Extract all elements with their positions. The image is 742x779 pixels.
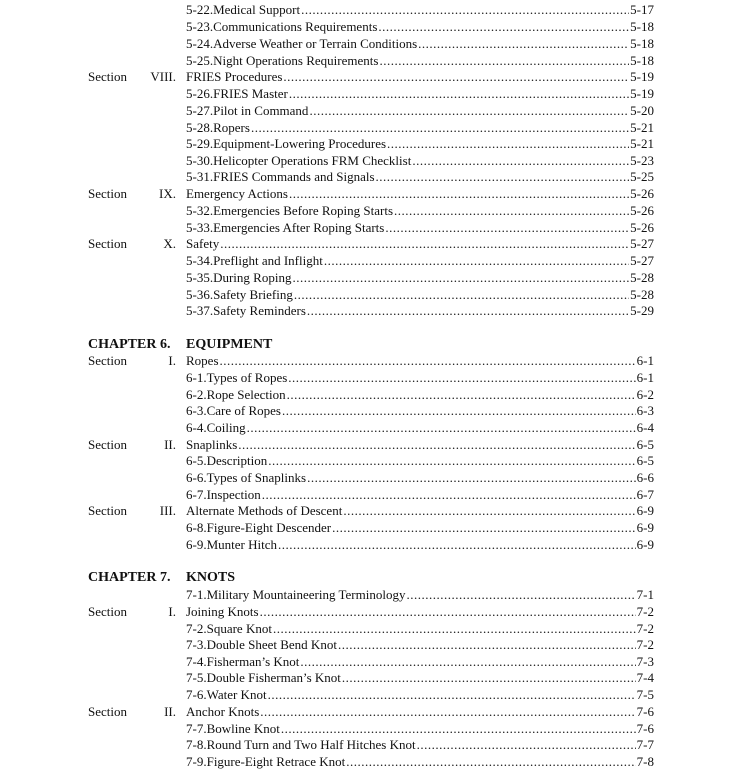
item-number: 7-8. [186,737,207,752]
page-number: 5-18 [630,19,654,34]
item-entry [186,269,654,286]
page-number: 7-7 [636,737,654,752]
entry-title: Pilot in Command [213,103,309,118]
page-number: 5-21 [630,120,654,135]
chapter-heading [0,336,742,353]
page-number: 5-20 [630,103,654,118]
item-number: 5-37. [186,303,214,318]
item-entry [186,102,654,119]
toc-entry [0,720,742,737]
page-number: 7-3 [636,654,654,669]
page-number: 5-27 [630,236,654,251]
entry-title: Helicopter Operations FRM Checklist [213,153,412,168]
page-number: 6-9 [636,537,654,552]
toc-entry [0,753,742,770]
page-number: 6-3 [636,403,654,418]
entry-title: Care of Ropes [206,403,281,418]
page-number: 5-28 [630,270,654,285]
entry-title: Rope Selection [206,387,286,402]
dot-leader [260,703,635,720]
item-entry [186,686,654,703]
section-entry [186,352,654,369]
item-entry [186,18,654,35]
item-entry [186,52,654,69]
dot-leader [300,653,635,670]
item-entry [186,452,654,469]
section-label: Section [88,236,127,251]
dot-leader [418,35,629,52]
page-number: 6-2 [636,387,654,402]
page-number: 5-19 [630,86,654,101]
item-number: 5-34. [186,253,214,268]
section-entry [186,235,654,252]
page-number: 5-26 [630,203,654,218]
toc-entry [0,452,742,469]
item-number: 7-3. [186,637,207,652]
item-number: 6-2. [186,387,207,402]
dot-leader [394,202,629,219]
toc-entry [0,52,742,69]
page-number: 5-28 [630,287,654,302]
item-entry [186,85,654,102]
section-numeral: I. [168,353,176,368]
item-entry [186,135,654,152]
dot-leader [247,419,636,436]
item-number: 5-32. [186,203,214,218]
dot-leader [281,720,636,737]
page-number: 5-19 [630,69,654,84]
toc-entry [0,636,742,653]
page-number: 6-9 [636,503,654,518]
item-entry [186,653,654,670]
page-number: 6-7 [636,487,654,502]
section-row [0,352,742,369]
toc-entry [0,119,742,136]
entry-title: Types of Snaplinks [206,470,307,485]
page-number: 5-26 [630,186,654,201]
section-label: Section [88,604,127,619]
item-number: 5-27. [186,103,214,118]
chapter-number: CHAPTER 6. [88,337,171,352]
section-numeral: III. [159,503,176,518]
item-entry [186,286,654,303]
entry-title: Ropes [186,353,219,368]
section-label: Section [88,437,127,452]
item-number: 5-28. [186,120,214,135]
page-number: 5-25 [630,169,654,184]
page-number: 7-4 [636,670,654,685]
dot-leader [220,235,629,252]
dot-leader [294,286,629,303]
item-entry [186,152,654,169]
item-number: 5-29. [186,136,214,151]
item-number: 5-23. [186,19,214,34]
dot-leader [292,269,629,286]
item-entry [186,302,654,319]
chapter-title: KNOTS [186,570,236,585]
toc-entry [0,386,742,403]
item-entry [186,168,654,185]
toc-entry [0,486,742,503]
item-entry [186,219,654,236]
section-entry [186,185,654,202]
entry-title: Types of Ropes [206,370,288,385]
dot-leader [379,52,629,69]
page-number: 5-18 [630,53,654,68]
entry-title: Coiling [206,420,246,435]
toc-entry [0,369,742,386]
entry-title: Military Mountaineering Terminology [206,587,406,602]
item-number: 5-26. [186,86,214,101]
dot-leader [387,135,629,152]
section-row [0,703,742,720]
item-entry [186,469,654,486]
item-number: 7-6. [186,687,207,702]
section-entry [186,502,654,519]
page-number: 6-4 [636,420,654,435]
toc-entry [0,469,742,486]
entry-title: Medical Support [213,2,301,17]
item-number: 5-30. [186,153,214,168]
item-number: 5-22. [186,2,214,17]
toc-entry [0,219,742,236]
dot-leader [417,736,636,753]
dot-leader [288,369,635,386]
section-label: Section [88,704,127,719]
dot-leader [289,185,629,202]
entry-title: Figure-Eight Descender [206,520,332,535]
dot-leader [260,603,636,620]
section-numeral: IX. [159,186,176,201]
item-number: 7-2. [186,621,207,636]
dot-leader [273,620,636,637]
toc-entry [0,286,742,303]
item-number: 7-7. [186,721,207,736]
toc-entry [0,620,742,637]
page-number: 7-1 [636,587,654,602]
item-entry [186,402,654,419]
dot-leader [289,85,629,102]
page-number: 7-6 [636,721,654,736]
item-number: 6-9. [186,537,207,552]
item-number: 6-8. [186,520,207,535]
item-entry [186,202,654,219]
toc-entry [0,402,742,419]
toc-entry [0,252,742,269]
page-number: 7-2 [636,621,654,636]
item-entry [186,369,654,386]
dot-leader [262,486,636,503]
toc-entry [0,536,742,553]
section-row [0,502,742,519]
item-number: 7-1. [186,587,207,602]
section-numeral: II. [164,437,176,452]
section-row [0,436,742,453]
entry-title: FRIES Master [213,86,288,101]
entry-title: Ropers [213,120,250,135]
item-entry [186,720,654,737]
chapter-number: CHAPTER 7. [88,570,171,585]
section-row [0,68,742,85]
page-number: 7-6 [636,704,654,719]
toc-entry [0,1,742,18]
dot-leader [342,669,636,686]
section-numeral: X. [163,236,176,251]
dot-leader [343,502,635,519]
entry-title: Safety Reminders [213,303,306,318]
toc-entry [0,18,742,35]
section-entry [186,68,654,85]
chapter-heading [0,569,742,586]
entry-title: Emergency Actions [186,186,288,201]
page-number: 6-5 [636,437,654,452]
item-number: 7-4. [186,654,207,669]
entry-title: Square Knot [206,621,272,636]
entry-title: Double Fisherman’s Knot [206,670,341,685]
dot-leader [287,386,636,403]
page-number: 6-1 [636,353,654,368]
toc-entry [0,152,742,169]
dot-leader [307,469,636,486]
page-number: 5-17 [630,2,654,17]
dot-leader [412,152,629,169]
toc-entry [0,419,742,436]
entry-title: Description [206,453,268,468]
dot-leader [406,586,635,603]
entry-title: Alternate Methods of Descent [186,503,343,518]
dot-leader [346,753,635,770]
dot-leader [268,452,635,469]
dot-leader [220,352,636,369]
item-number: 5-24. [186,36,214,51]
item-entry [186,519,654,536]
item-number: 5-25. [186,53,214,68]
entry-title: Preflight and Inflight [213,253,323,268]
entry-title: Snaplinks [186,437,238,452]
dot-leader [385,219,629,236]
section-numeral: I. [168,604,176,619]
toc-entry [0,736,742,753]
section-numeral: VIII. [150,69,176,84]
toc-entry [0,202,742,219]
entry-title: Munter Hitch [206,537,277,552]
entry-title: Round Turn and Two Half Hitches Knot [206,737,416,752]
section-row [0,603,742,620]
section-label: Section [88,186,127,201]
entry-title: Safety [186,236,220,251]
dot-leader [338,636,636,653]
section-entry [186,436,654,453]
item-number: 6-5. [186,453,207,468]
dot-leader [278,536,636,553]
entry-title: Bowline Knot [206,721,280,736]
toc-entry [0,686,742,703]
page-number: 5-18 [630,36,654,51]
entry-title: Communications Requirements [213,19,378,34]
toc-entry [0,85,742,102]
item-entry [186,586,654,603]
page-number: 5-21 [630,136,654,151]
item-number: 6-6. [186,470,207,485]
item-entry [186,669,654,686]
section-label: Section [88,353,127,368]
entry-title: Fisherman’s Knot [206,654,300,669]
entry-title: Figure-Eight Retrace Knot [206,754,346,769]
dot-leader [307,302,629,319]
section-entry [186,703,654,720]
item-entry [186,35,654,52]
page-number: 6-1 [636,370,654,385]
entry-title: Equipment-Lowering Procedures [213,136,387,151]
page-number: 6-9 [636,520,654,535]
entry-title: FRIES Commands and Signals [213,169,375,184]
toc-entry [0,519,742,536]
dot-leader [309,102,629,119]
dot-leader [378,18,629,35]
entry-title: Anchor Knots [186,704,260,719]
entry-title: Emergencies Before Roping Starts [213,203,394,218]
entry-title: FRIES Procedures [186,69,283,84]
item-number: 7-5. [186,670,207,685]
entry-title: Joining Knots [186,604,259,619]
page-number: 7-8 [636,754,654,769]
chapter-title: EQUIPMENT [186,337,273,352]
item-number: 5-36. [186,287,214,302]
item-entry [186,252,654,269]
dot-leader [251,119,629,136]
item-entry [186,620,654,637]
item-number: 5-33. [186,220,214,235]
toc-entry [0,168,742,185]
item-number: 5-35. [186,270,214,285]
item-entry [186,1,654,18]
item-number: 5-31. [186,169,214,184]
section-entry [186,603,654,620]
dot-leader [238,436,635,453]
toc-entry [0,653,742,670]
entry-title: Water Knot [206,687,267,702]
toc-entry [0,135,742,152]
entry-title: Double Sheet Bend Knot [206,637,337,652]
entry-title: During Roping [213,270,292,285]
entry-title: Night Operations Requirements [213,53,379,68]
toc-entry [0,269,742,286]
item-entry [186,419,654,436]
dot-leader [324,252,629,269]
dot-leader [282,402,636,419]
page-number: 5-29 [630,303,654,318]
page-number: 6-6 [636,470,654,485]
dot-leader [332,519,636,536]
item-entry [186,536,654,553]
section-numeral: II. [164,704,176,719]
dot-leader [301,1,629,18]
item-entry [186,119,654,136]
section-label: Section [88,69,127,84]
toc-entry [0,669,742,686]
toc-entry [0,102,742,119]
toc-entry [0,35,742,52]
item-entry [186,753,654,770]
page-number: 5-27 [630,253,654,268]
page-number: 7-2 [636,637,654,652]
item-entry [186,486,654,503]
entry-title: Inspection [206,487,261,502]
section-row [0,185,742,202]
dot-leader [376,168,630,185]
page-number: 7-2 [636,604,654,619]
item-number: 6-3. [186,403,207,418]
page-number: 5-23 [630,153,654,168]
section-label: Section [88,503,127,518]
item-entry [186,636,654,653]
dot-leader [268,686,636,703]
item-entry [186,736,654,753]
item-number: 6-7. [186,487,207,502]
item-entry [186,386,654,403]
entry-title: Safety Briefing [213,287,293,302]
item-number: 6-4. [186,420,207,435]
page-number: 7-5 [636,687,654,702]
page-number: 6-5 [636,453,654,468]
page-number: 5-26 [630,220,654,235]
item-number: 6-1. [186,370,207,385]
toc-entry [0,586,742,603]
entry-title: Emergencies After Roping Starts [213,220,385,235]
section-row [0,235,742,252]
item-number: 7-9. [186,754,207,769]
toc-entry [0,302,742,319]
entry-title: Adverse Weather or Terrain Conditions [213,36,418,51]
dot-leader [283,68,629,85]
